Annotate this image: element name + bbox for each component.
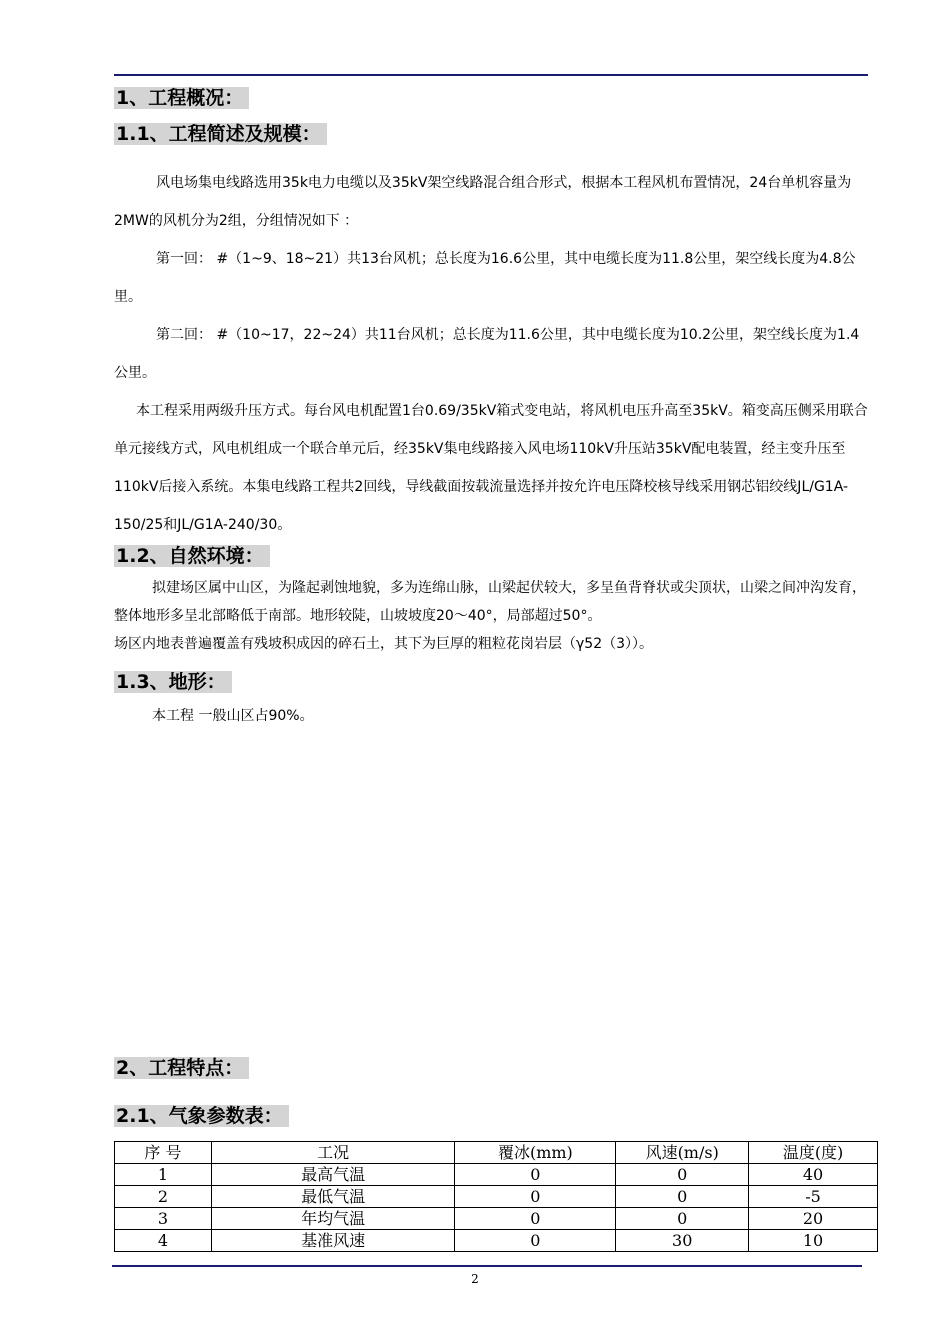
table-row [115,1230,878,1252]
paragraph-scope: 风电场集电线路选用35k电力电缆以及35kV架空线路混合组合形式，根据本工程风机布置情况，24台单机容量为2MW的风机分为2组，分组情况如下 ： [114,175,852,229]
header-rule [114,74,868,76]
page-number: 2 [471,1272,479,1286]
section-2-heading: 2、工程特点： [114,1056,249,1080]
table-cell: 0 [455,1230,616,1252]
table-cell: 最高气温 [211,1164,455,1186]
table-row [115,1186,878,1208]
table-cell: 3 [115,1208,212,1230]
table-cell: 0 [616,1186,749,1208]
table-cell: 基准风速 [211,1230,455,1252]
paragraph-circuit-1: 第一回： #（1~9、18~21）共13台风机；总长度为16.6公里，其中电缆长度为11.8公里，架空线长度为4.8公里。 [114,251,856,305]
table-cell: 40 [749,1164,878,1186]
table-row [115,1208,878,1230]
header-cell: 风速(m/s) [616,1142,749,1164]
table-cell: 0 [455,1208,616,1230]
section-1-2-body [114,574,870,658]
table-cell: 0 [616,1164,749,1186]
table-cell: 4 [115,1230,212,1252]
section-1-3-heading: 1.3、地形： [114,670,232,694]
paragraph-circuit-2: 第二回： #（10~17，22~24）共11台风机；总长度为11.6公里，其中电缆长度为10.2公里，架空线长度为1.4公里。 [114,327,860,381]
table-row [115,1164,878,1186]
section-2-1-heading: 2.1、气象参数表： [114,1104,289,1128]
table-cell: 30 [616,1230,749,1252]
section-1-1-body [114,164,870,544]
table-cell: 0 [455,1186,616,1208]
header-cell: 工况 [211,1142,455,1164]
section-1-2-heading: 1.2、自然环境： [114,544,270,568]
section-1-heading: 1、工程概况： [114,86,249,110]
header-cell: 覆冰(mm) [455,1142,616,1164]
paragraph-terrain: 拟建场区属中山区，为隆起剥蚀地貌，多为连绵山脉，山梁起伏较大，多呈鱼背脊状或尖顶状，山梁之间冲沟发育，整体地形多呈北部略低于南部。地形较陡，山坡坡度20～40°，局部超过50°。 [114,580,866,624]
table-cell: 0 [616,1208,749,1230]
table-cell: -5 [749,1186,878,1208]
weather-parameters-table [114,1141,878,1252]
header-cell: 温度(度) [749,1142,878,1164]
table-cell: 2 [115,1186,212,1208]
table-cell: 10 [749,1230,878,1252]
table-cell: 20 [749,1208,878,1230]
section-1-1-heading: 1.1、工程简述及规模： [114,122,327,146]
footer-rule [112,1265,862,1267]
table-header-row [115,1142,878,1164]
table-cell: 年均气温 [211,1208,455,1230]
paragraph-boost-method: 本工程采用两级升压方式。每台风电机配置1台0.69/35kV箱式变电站，将风机电压升高至35kV。箱变高压侧采用联合单元接线方式，风电机组成一个联合单元后，经35kV集电线路接入风电场110kV升压站35kV配电装置，经主变升压至110kV后接入系统。本集电线路工程共2回线，导线截面按载流量选择并按允许电压降校核导线采用钢芯铝绞线JL/G1A-150/25和JL/G1A-240/30。 [114,403,868,533]
table-cell: 0 [455,1164,616,1186]
header-cell: 序 号 [115,1142,212,1164]
section-1-3-body [114,702,870,730]
paragraph-mountain-share: 本工程 一般山区占90%。 [152,708,314,724]
table-cell: 1 [115,1164,212,1186]
paragraph-soil: 场区内地表普遍覆盖有残坡积成因的碎石土，其下为巨厚的粗粒花岗岩层（γ52（3））。 [114,636,654,652]
table-cell: 最低气温 [211,1186,455,1208]
